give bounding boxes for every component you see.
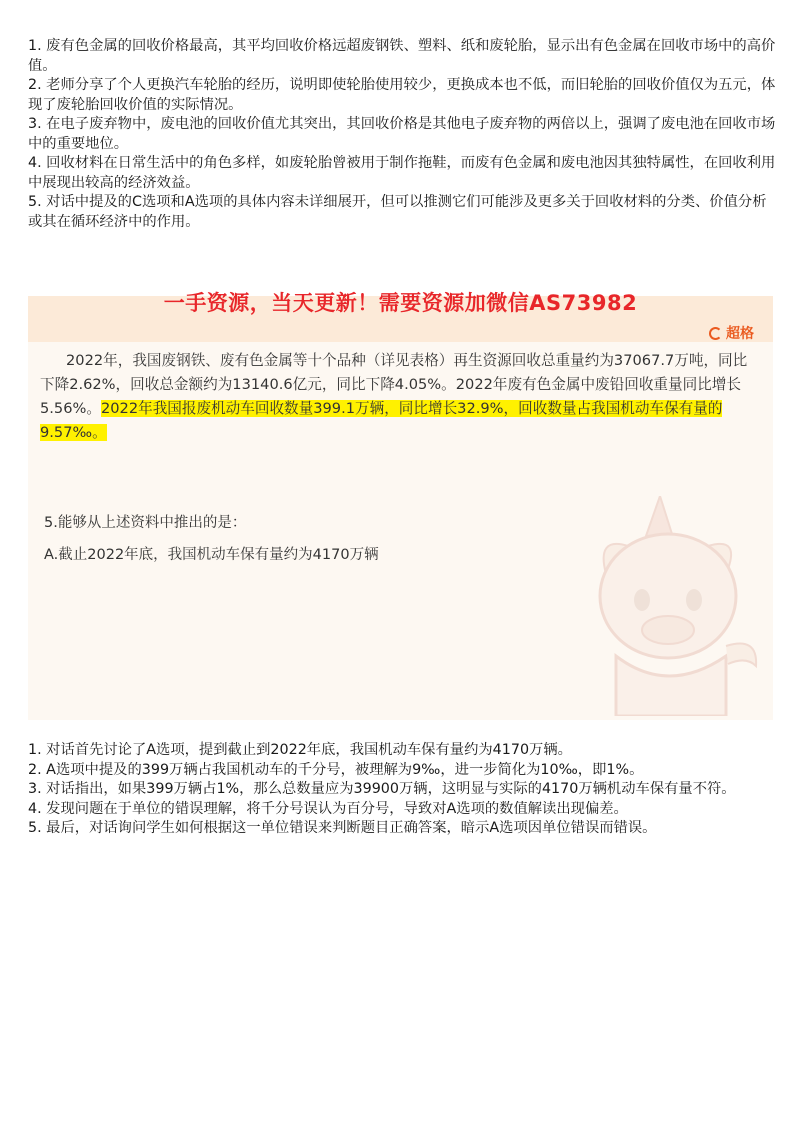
list-item: 3. 在电子废弃物中，废电池的回收价值尤其突出，其回收价格是其他电子废弃物的两倍以上，强调了废电池在回收市场中的重要地位。 (28, 116, 776, 152)
summary-list-top (28, 37, 776, 232)
list-item: 4. 发现问题在于单位的错误理解，将千分号误认为百分号，导致对A选项的数值解读出现偏差。 (28, 800, 628, 817)
list-item: 5. 最后，对话询问学生如何根据这一单位错误来判断题目正确答案，暗示A选项因单位错误而错误。 (28, 820, 657, 836)
promo-banner: 一手资源，当天更新！需要资源加微信AS73982 (163, 291, 638, 315)
passage-highlight: 2022年我国报废机动车回收数量399.1万辆，同比增长32.9%，回收数量占我国机动车保有量的9.57‰。 (40, 400, 723, 441)
brand-logo-icon (709, 327, 722, 340)
list-item: 1. 对话首先讨论了A选项，提到截止到2022年底，我国机动车保有量约为4170万辆。 (28, 742, 572, 758)
option-a: A.截止2022年底，我国机动车保有量约为4170万辆 (44, 547, 379, 563)
list-item: 2. 老师分享了个人更换汽车轮胎的经历，说明即使轮胎使用较少，更换成本也不低，而旧轮胎的回收价值仅为五元，体现了废轮胎回收价值的实际情况。 (28, 77, 776, 113)
summary-list-bottom (28, 741, 776, 839)
passage-text: 2022年，我国废钢铁、废有色金属等十个品种（详见表格）再生资源回收总重量约为37067.7万吨，同比下降2.62%，回收总金额约为13140.6亿元，同比下降4.05%。2022年废有色金属中废铅回收重量同比增长5.56%。 (40, 352, 748, 417)
list-item: 2. A选项中提及的399万辆占我国机动车的千分号，被理解为9‰，进一步简化为10‰，即1%。 (28, 761, 644, 778)
mascot-watermark-icon (576, 496, 766, 716)
reading-passage (40, 349, 760, 445)
brand-logo (709, 323, 754, 343)
list-item: 5. 对话中提及的C选项和A选项的具体内容未详细展开，但可以推测它们可能涉及更多关于回收材料的分类、价值分析或其在循环经济中的作用。 (28, 194, 767, 230)
list-item: 3. 对话指出，如果399万辆占1%，那么总数量应为39900万辆，这明显与实际的4170万辆机动车保有量不符。 (28, 781, 736, 797)
brand-name: 超格 (726, 326, 754, 342)
question-stem: 5.能够从上述资料中推出的是： (44, 515, 247, 531)
list-item: 1. 废有色金属的回收价格最高，其平均回收价格远超废钢铁、塑料、纸和废轮胎，显示出有色金属在回收市场中的高价值。 (28, 38, 776, 74)
list-item: 4. 回收材料在日常生活中的角色多样，如废轮胎曾被用于制作拖鞋，而废有色金属和废电池因其独特属性，在回收利用中展现出较高的经济效益。 (28, 155, 776, 191)
